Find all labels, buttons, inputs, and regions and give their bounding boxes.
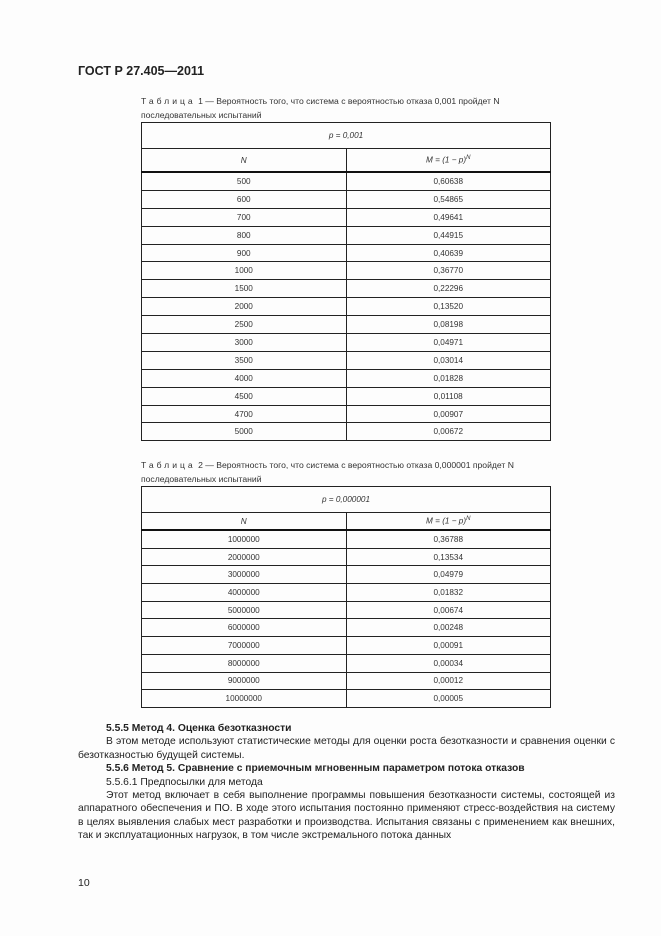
n-value-cell: 500 — [142, 172, 347, 190]
table-row — [142, 208, 551, 226]
table-row — [142, 190, 551, 208]
m-value-cell: 0,49641 — [346, 208, 551, 226]
col-m-header: $M = (1 - p)^N$ — [346, 513, 551, 531]
m-value-cell: 0,01828 — [346, 369, 551, 387]
m-value-cell: 0,00034 — [346, 654, 551, 672]
col-n-header: N — [142, 149, 347, 173]
n-value-cell: 1000 — [142, 262, 347, 280]
table-row — [142, 172, 551, 190]
table-row — [142, 530, 551, 548]
m-value-cell: 0,01832 — [346, 584, 551, 602]
table-row — [142, 262, 551, 280]
n-value-cell: 4500 — [142, 387, 347, 405]
table-row — [142, 548, 551, 566]
n-value-cell: 2500 — [142, 316, 347, 334]
col-n-header: N — [142, 513, 347, 531]
table-row — [142, 619, 551, 637]
n-value-cell: 800 — [142, 226, 347, 244]
m-value-cell: 0,01108 — [346, 387, 551, 405]
table-row — [142, 226, 551, 244]
n-value-cell: 6000000 — [142, 619, 347, 637]
table-row — [142, 566, 551, 584]
n-value-cell: 3000 — [142, 334, 347, 352]
n-value-cell: 7000000 — [142, 637, 347, 655]
section-5-5-6-heading: 5.5.6 Метод 5. Сравнение с приемочным мгновенным параметром потока отказов — [106, 763, 525, 775]
m-value-cell: 0,00012 — [346, 672, 551, 690]
m-value-cell: 0,36788 — [346, 530, 551, 548]
table-row — [142, 690, 551, 708]
page-number: 10 — [78, 877, 90, 889]
n-value-cell: 5000 — [142, 423, 347, 441]
m-value-cell: 0,03014 — [346, 351, 551, 369]
m-value-cell: 0,00907 — [346, 405, 551, 423]
n-value-cell: 3000000 — [142, 566, 347, 584]
table-row — [142, 601, 551, 619]
table-row — [142, 654, 551, 672]
table2 — [141, 486, 551, 708]
table1 — [141, 122, 551, 441]
col-m-header: $M = (1 - p)^N$ — [346, 149, 551, 173]
n-value-cell: 10000000 — [142, 690, 347, 708]
m-value-cell: 0,00248 — [346, 619, 551, 637]
m-value-cell: 0,00091 — [346, 637, 551, 655]
table-row — [142, 584, 551, 602]
p-value-header: p = 0,000001 — [142, 487, 551, 513]
n-value-cell: 5000000 — [142, 601, 347, 619]
table-row — [142, 369, 551, 387]
n-value-cell: 2000 — [142, 298, 347, 316]
m-value-cell: 0,54865 — [346, 190, 551, 208]
table2-caption: Таблица 2 — Вероятность того, что система с вероятностью отказа 0,000001 пройдет N последовательных испытаний — [141, 460, 514, 484]
n-value-cell: 900 — [142, 244, 347, 262]
m-value-cell: 0,08198 — [346, 316, 551, 334]
m-value-cell: 0,36770 — [346, 262, 551, 280]
m-value-cell: 0,00005 — [346, 690, 551, 708]
document-header: ГОСТ Р 27.405—2011 — [78, 64, 205, 78]
table-row — [142, 334, 551, 352]
m-value-cell: 0,04971 — [346, 334, 551, 352]
m-value-cell: 0,60638 — [346, 172, 551, 190]
paragraph: В этом методе используют статистические методы для оценки роста безотказности и сравнения оценки с безотказностью будущей системы. — [78, 736, 615, 761]
p-value-header: p = 0,001 — [142, 123, 551, 149]
n-value-cell: 4000000 — [142, 584, 347, 602]
section-5-5-6-1-heading: 5.5.6.1 Предпосылки для метода — [106, 776, 263, 788]
n-value-cell: 8000000 — [142, 654, 347, 672]
m-value-cell: 0,13520 — [346, 298, 551, 316]
paragraph: Этот метод включает в себя выполнение программы повышения безотказности системы, состоящей из аппаратного обеспечения и ПО. В ходе этого испытания постоянно применяют стресс-воздействия на систему в целях выявления слабых мест разработки и производства. Испытания связаны с применением как внешних, так и эксплуатационных нагрузок, в том числе экстремального потока данных — [78, 790, 615, 842]
table-row — [142, 637, 551, 655]
table-row — [142, 298, 551, 316]
table-row — [142, 672, 551, 690]
n-value-cell: 700 — [142, 208, 347, 226]
m-value-cell: 0,40639 — [346, 244, 551, 262]
n-value-cell: 1000000 — [142, 530, 347, 548]
m-value-cell: 0,22296 — [346, 280, 551, 298]
n-value-cell: 600 — [142, 190, 347, 208]
m-value-cell: 0,00674 — [346, 601, 551, 619]
n-value-cell: 1500 — [142, 280, 347, 298]
table1-caption: Таблица 1 — Вероятность того, что система с вероятностью отказа 0,001 пройдет N последовательных испытаний — [141, 96, 500, 120]
table-row — [142, 316, 551, 334]
table-row — [142, 280, 551, 298]
m-value-cell: 0,00672 — [346, 423, 551, 441]
section-5-5-5-heading: 5.5.5 Метод 4. Оценка безотказности — [106, 723, 292, 734]
m-value-cell: 0,44915 — [346, 226, 551, 244]
table-row — [142, 387, 551, 405]
m-value-cell: 0,13534 — [346, 548, 551, 566]
table-row — [142, 405, 551, 423]
n-value-cell: 3500 — [142, 351, 347, 369]
table-row — [142, 423, 551, 441]
table-row — [142, 351, 551, 369]
n-value-cell: 4700 — [142, 405, 347, 423]
n-value-cell: 9000000 — [142, 672, 347, 690]
n-value-cell: 4000 — [142, 369, 347, 387]
body-text — [78, 722, 615, 843]
table-row — [142, 244, 551, 262]
m-value-cell: 0,04979 — [346, 566, 551, 584]
n-value-cell: 2000000 — [142, 548, 347, 566]
